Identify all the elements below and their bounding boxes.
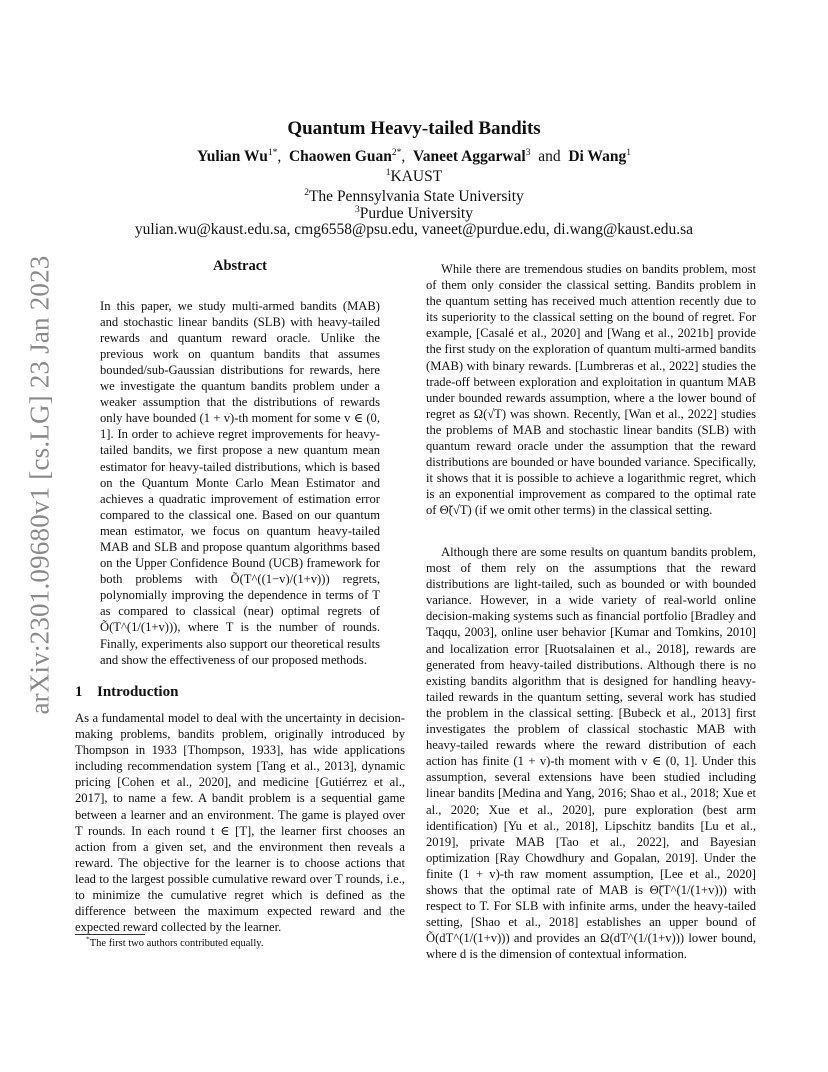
body-paragraph: While there are tremendous studies on bandits problem, most of them only consider the classical setting. Bandits problem in the quantum setting has received much attention recently due to its superiority to the classical setting on the bound of regret. For example, [Casalé et al., 2020] and [Wang et al., 2021b] provide the first study on the exploration of quantum multi-armed bandits (MAB) with binary rewards. [Lumbreras et al., 2022] studies the trade-off between exploration and exploitation in quantum MAB under bounded rewards assumption, where a the lower bound of regret as Ω(√T) was shown. Recently, [Wan et al., 2022] studies the problems of MAB and stochastic linear bandits (SLB) with quantum reward oracle under the assumption that the reward distributions are bounded or have bounded variance. Specifically, it shows that it is possible to achieve a logarithmic regret, which is an exponential improvement as compared to the optimal rate of Θ̃(√T) (if we omit other terms) in the classical setting. — [426, 262, 756, 518]
author-sup: 1 — [626, 147, 631, 158]
affiliation-name: KAUST — [390, 168, 443, 185]
affiliation-name: The Pennsylvania State University — [308, 188, 524, 205]
intro-column — [75, 710, 405, 935]
author-and: and — [538, 148, 561, 165]
author-emails: yulian.wu@kaust.edu.sa, cmg6558@psu.edu, vaneet@purdue.edu, di.wang@kaust.edu.sa — [134, 221, 694, 238]
affiliation-sup: 1 — [385, 167, 391, 178]
body-paragraph: Although there are some results on quantum bandits problem, most of them rely on the assumptions that the reward distributions are light-tailed, such as bounded or with bounded variance. However, in a wide variety of real-world online decision-making systems such as financial portfolio [Bradley and Taqqu, 2003], online user behavior [Kumar and Tomkins, 2010] and localization error [Ruotsalainen et al., 2018], rewards are generated from heavy-tailed distributions. Although there is no existing bandits algorithm that is designed for handling heavy-tailed rewards in the quantum setting, several work has studied the problem in the classical setting. [Bubeck et al., 2013] first investigates the problem of classical stochastic MAB with heavy-tailed rewards where the reward distribution of each action has finite (1 + v)-th moment with v ∈ (0, 1]. Under this assumption, several extensions have been studied including linear bandits [Medina and Yang, 2016; Shao et al., 2018; Xue et al., 2020; Xue et al., 2020], pure exploration (best arm identification) [Yu et al., 2018], Lipschitz bandits [Lu et al., 2019], private MAB [Tao et al., 2022], and Bayesian optimization [Ray Chowdhury and Gopalan, 2019]. Under the finite (1 + v)-th raw moment assumption, [Lee et al., 2020] shows that the optimal rate of MAB is Θ̃(T^(1/(1+v))) with respect to T. For SLB with infinite arms, under the heavy-tailed setting, [Shao et al., 2018] establishes an upper bound of Õ(dT^(1/(1+v))) and provides an Ω(dT^(1/(1+v))) lower bound, where d is the dimension of contextual information. — [426, 545, 756, 962]
author-separator: , — [401, 148, 406, 165]
arxiv-stamp: arXiv:2301.09680v1 [cs.LG] 23 Jan 2023 — [24, 255, 55, 715]
footnote-mark: * — [86, 934, 90, 944]
section-title: Introduction — [97, 684, 179, 700]
affiliation-sup: 2 — [304, 187, 309, 198]
footnote — [86, 934, 264, 949]
author-sup: 3 — [525, 147, 531, 158]
author-list — [0, 148, 828, 166]
abstract-heading: Abstract — [213, 258, 267, 274]
abstract-paragraph: In this paper, we study multi-armed bandits (MAB) and stochastic linear bandits (SLB) with heavy-tailed rewards and quantum reward oracle. Unlike the previous work on quantum bandits that assumes bounded/sub-Gaussian distributions for rewards, here we investigate the quantum bandits problem under a weaker assumption that the distributions of rewards only have bounded (1 + v)-th moment for some v ∈ (0, 1]. In order to achieve regret improvements for heavy-tailed bandits, we first propose a new quantum mean estimator for heavy-tailed distributions, which is based on the Quantum Monte Carlo Mean Estimator and achieves a quadratic improvement of estimation error compared to the classical one. Based on our quantum mean estimator, we focus on quantum heavy-tailed MAB and SLB and propose quantum algorithms based on the Upper Confidence Bound (UCB) framework for both problems with Õ(T^((1−v)/(1+v))) regrets, polynomially improving the dependence in terms of T as compared to classical (near) optimal regrets of Õ(T^(1/(1+v))), where T is the number of rounds. Finally, experiments also support our theoretical results and show the effectiveness of our proposed methods. — [100, 298, 380, 667]
section-heading — [75, 684, 178, 701]
author-separator: , — [277, 148, 282, 165]
author-name: Vaneet Aggarwal — [413, 148, 526, 165]
abstract-text — [100, 285, 380, 680]
affiliation-name: Purdue University — [359, 205, 473, 222]
affiliation — [0, 188, 828, 206]
footnote-text: The first two authors contributed equally. — [89, 938, 264, 949]
affiliation-sup: 3 — [355, 204, 360, 215]
author-name: Chaowen Guan — [288, 148, 392, 165]
section-number: 1 — [75, 684, 83, 700]
author-sup: 2* — [391, 147, 402, 158]
right-column-paragraph-2 — [426, 544, 756, 962]
author-sup: 1* — [267, 147, 278, 158]
author-name: Yulian Wu — [197, 148, 268, 165]
paper-title: Quantum Heavy-tailed Bandits — [287, 118, 541, 139]
right-column-paragraph-1 — [426, 261, 756, 519]
author-name: Di Wang — [568, 148, 627, 165]
intro-paragraph: As a fundamental model to deal with the uncertainty in decision-making problems, bandits problem, originally introduced by Thompson in 1933 [Thompson, 1933], has wide applications including recommendation system [Tang et al., 2013], dynamic pricing [Cohen et al., 2020], and medicine [Gutiérrez et al., 2017], to name a few. A bandit problem is a sequential game between a learner and an environment. The game is played over T rounds. In each round t ∈ [T], the learner first chooses an action from a given set, and the environment then reveals a reward. The objective for the learner is to choose actions that lead to the largest possible cumulative reward over T rounds, i.e., to minimize the cumulative regret which is defined as the difference between the maximum expected reward and the expected reward collected by the learner. — [75, 711, 405, 935]
affiliation — [0, 168, 828, 186]
